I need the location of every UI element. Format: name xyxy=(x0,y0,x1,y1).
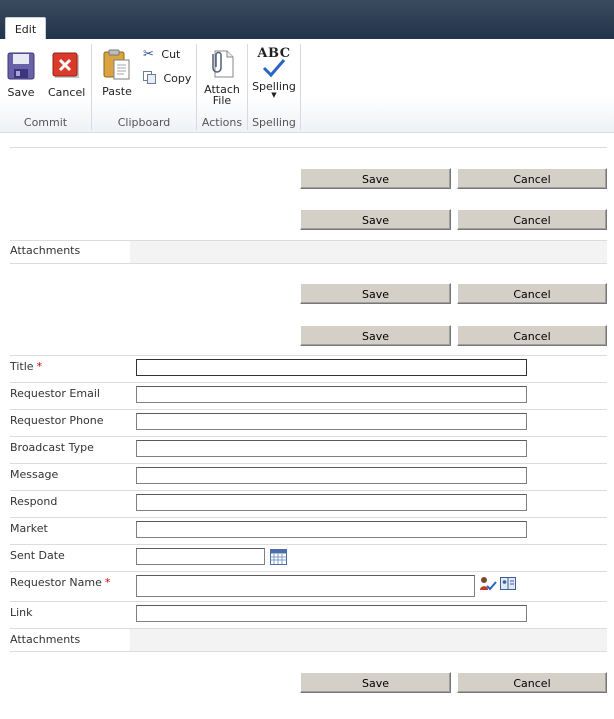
cancel-button[interactable]: Cancel xyxy=(457,672,607,693)
tab-edit[interactable]: Edit xyxy=(5,17,46,40)
field-label-link: Link xyxy=(10,606,33,619)
divider xyxy=(10,651,607,652)
divider xyxy=(10,382,607,383)
field-label-sent-date: Sent Date xyxy=(10,549,65,562)
ribbon xyxy=(0,39,614,133)
calendar-icon[interactable] xyxy=(270,549,287,565)
attach-label-line1: Attach xyxy=(204,83,240,96)
paste-ribbon-button[interactable] xyxy=(101,49,133,97)
field-label-requestor-name: Requestor Name * xyxy=(10,576,111,589)
divider xyxy=(10,436,607,437)
field-label-broadcast-type: Broadcast Type xyxy=(10,441,94,454)
attach-file-ribbon-button[interactable] xyxy=(202,49,242,106)
divider xyxy=(10,571,607,572)
chevron-down-icon[interactable]: ▼ xyxy=(271,91,277,99)
divider xyxy=(10,463,607,464)
divider xyxy=(10,601,607,602)
divider xyxy=(10,490,607,491)
check-names-icon[interactable] xyxy=(479,576,497,592)
paste-icon xyxy=(102,49,132,81)
save-button[interactable]: Save xyxy=(300,209,451,230)
cancel-button[interactable]: Cancel xyxy=(457,168,607,189)
attachments-cell xyxy=(130,629,607,651)
save-button[interactable]: Save xyxy=(300,325,451,346)
save-button[interactable]: Save xyxy=(300,283,451,304)
field-label-message: Message xyxy=(10,468,59,481)
save-icon xyxy=(7,52,35,80)
save-ribbon-button[interactable] xyxy=(4,52,38,98)
attachments-label: Attachments xyxy=(10,244,81,257)
cancel-button[interactable]: Cancel xyxy=(457,209,607,230)
field-label-requestor-phone: Requestor Phone xyxy=(10,414,104,427)
attach-file-icon xyxy=(209,49,235,79)
cancel-button[interactable]: Cancel xyxy=(457,283,607,304)
spelling-icon: ABC xyxy=(252,48,296,80)
cancel-ribbon-label: Cancel xyxy=(48,86,86,99)
save-button[interactable]: Save xyxy=(300,168,451,189)
spelling-ribbon-button[interactable] xyxy=(252,48,296,99)
ribbon-tab-bar xyxy=(0,0,614,39)
ribbon-separator xyxy=(300,44,301,130)
title-field[interactable] xyxy=(136,359,527,376)
link-field[interactable] xyxy=(136,605,527,622)
divider xyxy=(10,263,607,264)
copy-ribbon-button[interactable] xyxy=(143,71,191,85)
field-label-market: Market xyxy=(10,522,48,535)
copy-icon xyxy=(143,71,157,84)
divider xyxy=(10,147,607,148)
field-label-title: Title * xyxy=(10,360,43,373)
field-label-requestor-email: Requestor Email xyxy=(10,387,100,400)
attachments-cell xyxy=(130,241,607,263)
copy-label: Copy xyxy=(163,72,192,85)
paste-ribbon-label: Paste xyxy=(102,85,132,98)
message-field[interactable] xyxy=(136,467,527,484)
field-label-respond: Respond xyxy=(10,495,58,508)
save-button[interactable]: Save xyxy=(300,672,451,693)
cancel-button[interactable]: Cancel xyxy=(457,325,607,346)
divider xyxy=(10,517,607,518)
requestor-phone-field[interactable] xyxy=(136,413,527,430)
divider xyxy=(10,544,607,545)
respond-field[interactable] xyxy=(136,494,527,511)
attachments-label: Attachments xyxy=(10,633,81,646)
save-ribbon-label: Save xyxy=(7,86,35,99)
spelling-label: Spelling xyxy=(252,80,296,93)
requestor-email-field[interactable] xyxy=(136,386,527,403)
cancel-icon xyxy=(52,52,80,80)
cancel-ribbon-button[interactable] xyxy=(48,52,84,98)
address-book-icon[interactable] xyxy=(500,577,516,590)
divider xyxy=(10,409,607,410)
group-clipboard-label: Clipboard xyxy=(117,116,171,129)
sent-date-field[interactable] xyxy=(136,548,265,565)
group-spelling-label: Spelling xyxy=(252,116,296,129)
market-field[interactable] xyxy=(136,521,527,538)
group-commit-label: Commit xyxy=(23,116,68,129)
scissors-icon: ✂ xyxy=(143,47,154,62)
divider xyxy=(10,355,607,356)
group-actions-label: Actions xyxy=(201,116,243,129)
cut-ribbon-button[interactable] xyxy=(143,47,180,62)
requestor-name-field[interactable] xyxy=(136,575,475,597)
attach-label-line2: File xyxy=(212,94,232,107)
broadcast-type-field[interactable] xyxy=(136,440,527,457)
cut-label: Cut xyxy=(161,48,181,61)
